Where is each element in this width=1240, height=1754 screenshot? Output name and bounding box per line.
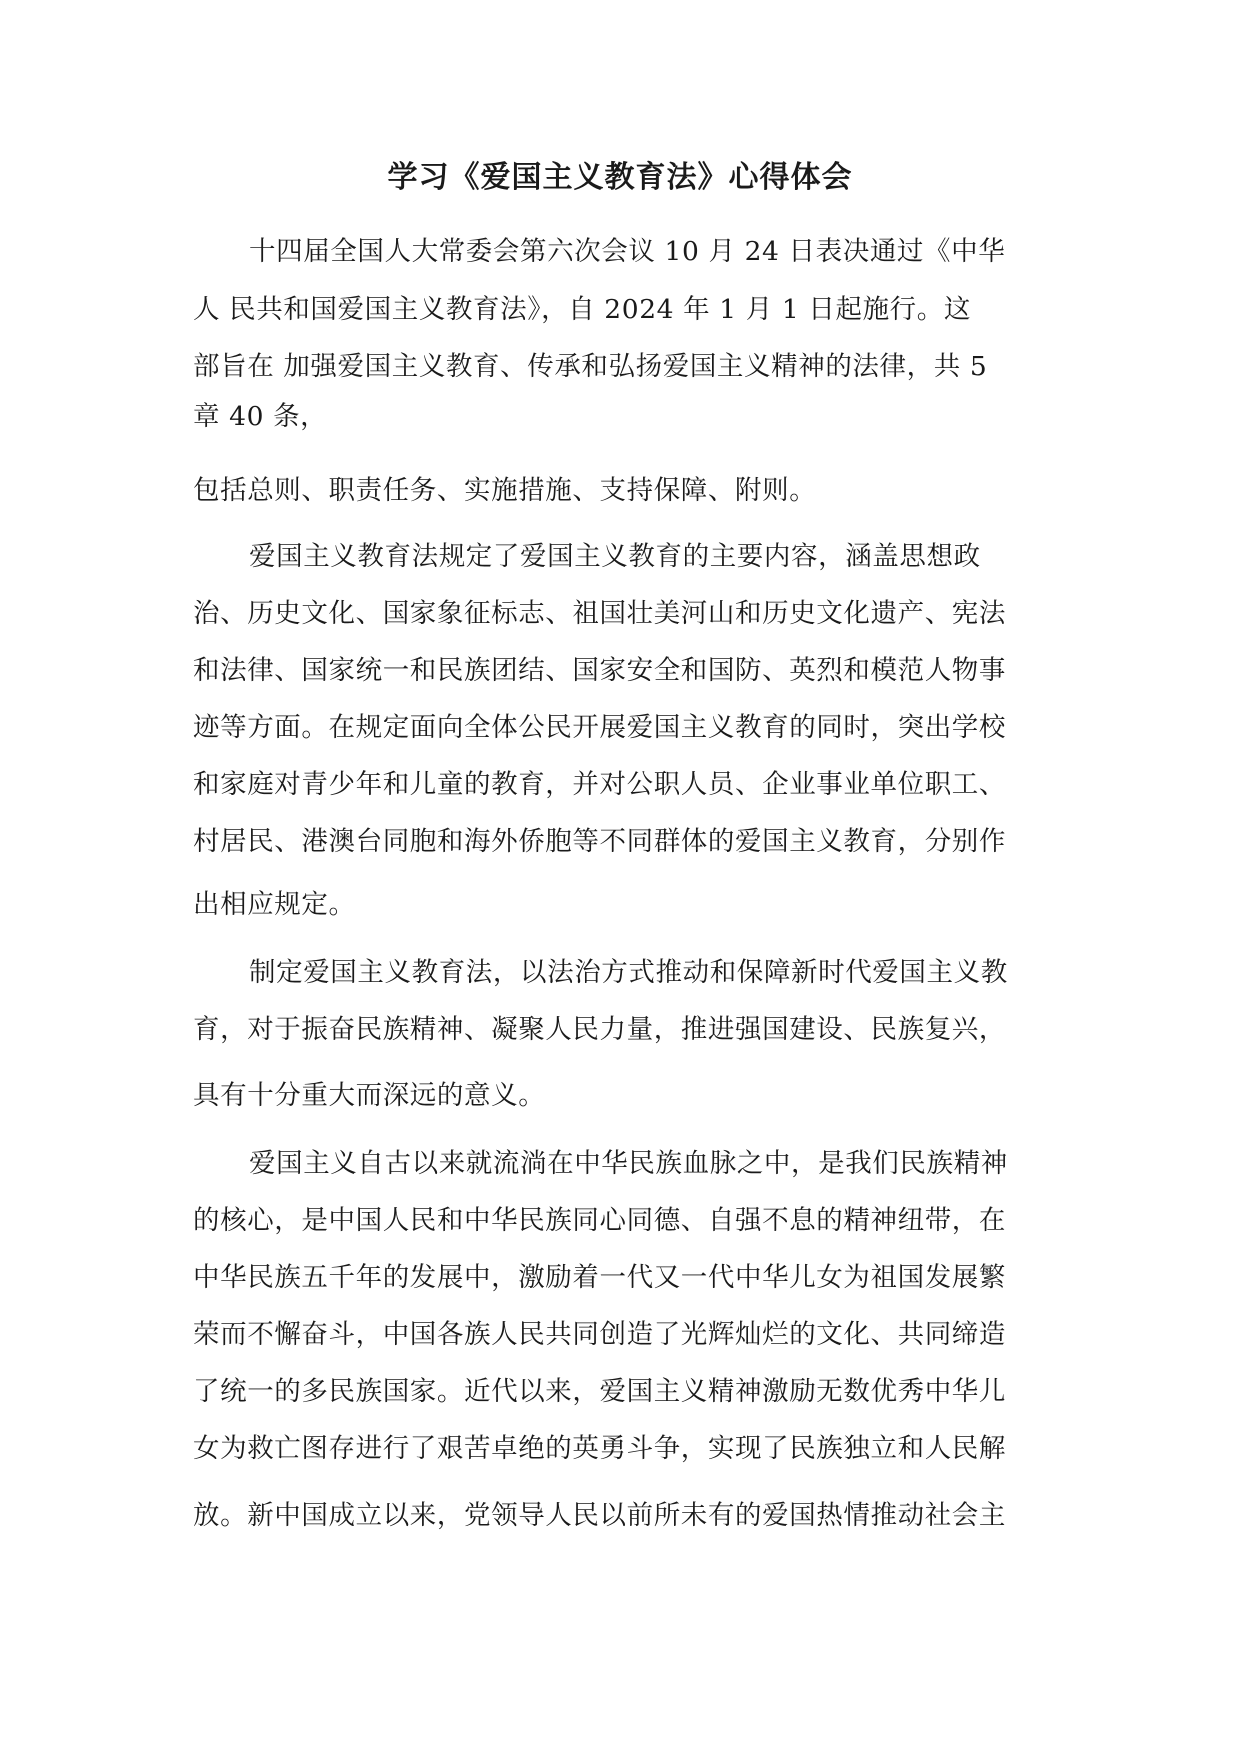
text-line: 育，对于振奋民族精神、凝聚人民力量，推进强国建设、民族复兴， bbox=[193, 1014, 1006, 1045]
text-line: 放。新中国成立以来，党领导人民以前所未有的爱国热情推动社会主 bbox=[193, 1500, 1006, 1531]
text-line: 出相应规定。 bbox=[193, 889, 356, 920]
text-line: 中华民族五千年的发展中，激励着一代又一代中华儿女为祖国发展繁 bbox=[193, 1262, 1006, 1293]
text-line: 爱国主义教育法规定了爱国主义教育的主要内容，涵盖思想政 bbox=[249, 541, 981, 572]
text-line: 荣而不懈奋斗，中国各族人民共同创造了光辉灿烂的文化、共同缔造 bbox=[193, 1319, 1006, 1350]
text-line: 了统一的多民族国家。近代以来，爱国主义精神激励无数优秀中华儿 bbox=[193, 1376, 1006, 1407]
text-line: 具有十分重大而深远的意义。 bbox=[193, 1080, 546, 1111]
text-line: 和法律、国家统一和民族团结、国家安全和国防、英烈和模范人物事 bbox=[193, 655, 1006, 686]
text-line: 包括总则、职责任务、实施措施、支持保障、附则。 bbox=[193, 475, 817, 506]
text-line: 爱国主义自古以来就流淌在中华民族血脉之中，是我们民族精神 bbox=[249, 1148, 1008, 1179]
text-line: 迹等方面。在规定面向全体公民开展爱国主义教育的同时，突出学校 bbox=[193, 712, 1006, 743]
text-line: 章 40 条， bbox=[193, 401, 328, 432]
text-line: 十四届全国人大常委会第六次会议 10 月 24 日表决通过《中华 bbox=[249, 236, 1006, 267]
text-line: 村居民、港澳台同胞和海外侨胞等不同群体的爱国主义教育，分别作 bbox=[193, 826, 1006, 857]
document-title: 学习《爱国主义教育法》心得体会 bbox=[387, 160, 853, 195]
text-line: 人 民共和国爱国主义教育法》，自 2024 年 1 月 1 日起施行。这 bbox=[193, 294, 971, 325]
text-line: 治、历史文化、国家象征标志、祖国壮美河山和历史文化遗产、宪法 bbox=[193, 598, 1006, 629]
text-line: 的核心，是中国人民和中华民族同心同德、自强不息的精神纽带，在 bbox=[193, 1205, 1006, 1236]
text-line: 制定爱国主义教育法，以法治方式推动和保障新时代爱国主义教 bbox=[249, 957, 1008, 988]
text-line: 女为救亡图存进行了艰苦卓绝的英勇斗争，实现了民族独立和人民解 bbox=[193, 1433, 1006, 1464]
text-line: 部旨在 加强爱国主义教育、传承和弘扬爱国主义精神的法律，共 5 bbox=[193, 351, 988, 382]
text-line: 和家庭对青少年和儿童的教育，并对公职人员、企业事业单位职工、 bbox=[193, 769, 1006, 800]
